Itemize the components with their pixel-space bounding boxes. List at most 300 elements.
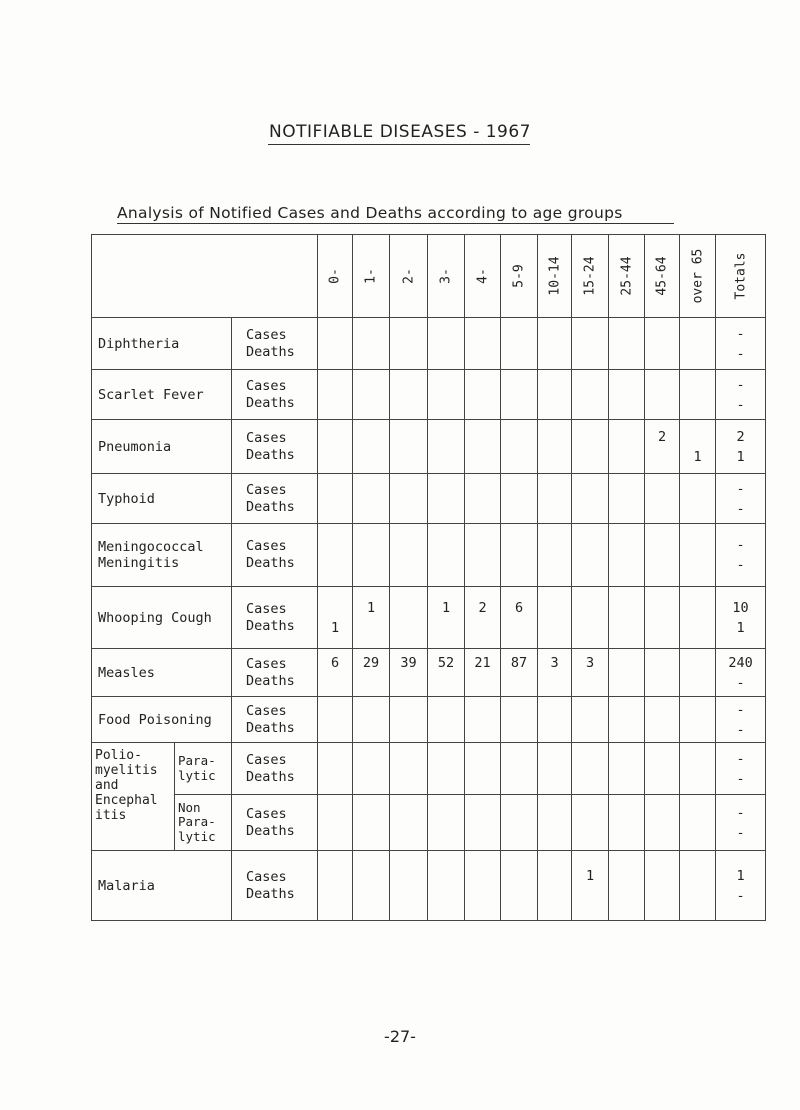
cases-deaths-label xyxy=(232,851,318,921)
deaths-value xyxy=(645,720,679,740)
deaths-value xyxy=(390,823,427,843)
count-cell xyxy=(465,649,501,697)
count-cell xyxy=(680,795,716,851)
cases-value xyxy=(318,324,352,344)
count-cell xyxy=(465,587,501,649)
deaths-value: - xyxy=(736,345,745,362)
deaths-value: 1 xyxy=(693,448,702,465)
cases-deaths-label xyxy=(232,743,318,795)
count-cell xyxy=(501,649,538,697)
count-cell xyxy=(680,851,716,921)
deaths-value xyxy=(680,769,715,789)
count-cell xyxy=(645,420,680,474)
count-cell xyxy=(428,649,465,697)
deaths-value xyxy=(572,823,608,843)
disease-row xyxy=(92,318,766,370)
count-cell xyxy=(572,370,609,420)
count-cell xyxy=(318,795,353,851)
deaths-value xyxy=(353,673,389,693)
cases-value: 39 xyxy=(400,654,417,671)
age-header: 5-9 xyxy=(501,235,538,318)
deaths-value xyxy=(609,395,644,415)
cases-value: 10 xyxy=(732,599,749,616)
cases-value xyxy=(428,700,464,720)
totals-cell xyxy=(716,649,766,697)
deaths-value xyxy=(501,769,537,789)
count-cell xyxy=(538,743,572,795)
age-header: 25-44 xyxy=(609,235,645,318)
deaths-label: Deaths xyxy=(246,555,295,571)
deaths-value xyxy=(353,886,389,906)
deaths-label: Deaths xyxy=(246,617,295,634)
cases-value xyxy=(353,375,389,395)
cases-value xyxy=(609,653,644,673)
header-blank-cell xyxy=(92,235,318,318)
cases-value xyxy=(390,700,427,720)
deaths-value xyxy=(572,555,608,575)
cases-value xyxy=(572,598,608,618)
deaths-value xyxy=(353,823,389,843)
disease-row xyxy=(92,649,766,697)
cases-value xyxy=(428,803,464,823)
cases-value: 6 xyxy=(514,599,524,616)
disease-name: Scarlet Fever xyxy=(92,370,232,420)
totals-cell xyxy=(716,587,766,649)
cases-value xyxy=(390,375,427,395)
cases-value xyxy=(572,535,608,555)
age-header: 0- xyxy=(318,235,353,318)
cases-value xyxy=(428,324,464,344)
count-cell xyxy=(538,524,572,587)
deaths-value xyxy=(465,823,500,843)
deaths-value xyxy=(501,499,537,519)
count-cell xyxy=(318,587,353,649)
cases-value xyxy=(465,803,500,823)
cases-value xyxy=(680,866,715,886)
cases-value xyxy=(465,375,500,395)
deaths-value xyxy=(609,720,644,740)
nonparalytic-label: Non Para- lytic xyxy=(175,795,232,851)
cases-value xyxy=(645,324,679,344)
cases-value xyxy=(465,479,500,499)
deaths-label: Deaths xyxy=(246,343,295,360)
count-cell xyxy=(318,318,353,370)
cases-value xyxy=(390,535,427,555)
count-cell xyxy=(465,851,501,921)
deaths-value xyxy=(390,886,427,906)
deaths-value xyxy=(645,344,679,364)
count-cell xyxy=(538,474,572,524)
deaths-value xyxy=(428,395,464,415)
deaths-value: - xyxy=(736,721,745,738)
count-cell xyxy=(609,743,645,795)
count-cell xyxy=(390,851,428,921)
count-cell xyxy=(538,795,572,851)
cases-value xyxy=(680,749,715,769)
count-cell xyxy=(609,474,645,524)
age-header: 45-64 xyxy=(645,235,680,318)
count-cell xyxy=(538,420,572,474)
totals-cell xyxy=(716,743,766,795)
deaths-value xyxy=(609,447,644,467)
deaths-value xyxy=(572,720,608,740)
cases-deaths-label xyxy=(232,587,318,649)
count-cell xyxy=(318,524,353,587)
count-cell xyxy=(353,524,390,587)
age-header: 10-14 xyxy=(538,235,572,318)
cases-value: - xyxy=(736,701,745,718)
count-cell xyxy=(428,743,465,795)
disease-row xyxy=(92,370,766,420)
cases-value: - xyxy=(736,750,745,767)
count-cell xyxy=(318,420,353,474)
count-cell xyxy=(680,524,716,587)
deaths-value xyxy=(680,823,715,843)
cases-label: Cases xyxy=(246,538,287,555)
cases-value xyxy=(680,479,715,499)
cases-value xyxy=(572,324,608,344)
disease-name: Food Poisoning xyxy=(92,697,232,743)
deaths-value xyxy=(428,344,464,364)
deaths-value xyxy=(680,395,715,415)
count-cell xyxy=(645,318,680,370)
deaths-value: - xyxy=(736,824,745,841)
deaths-value xyxy=(501,886,537,906)
deaths-value xyxy=(465,499,500,519)
cases-value: - xyxy=(736,376,745,393)
cases-value xyxy=(465,866,500,886)
count-cell xyxy=(353,318,390,370)
deaths-value xyxy=(353,499,389,519)
cases-value xyxy=(353,535,389,555)
deaths-value xyxy=(390,720,427,740)
count-cell xyxy=(572,649,609,697)
deaths-value xyxy=(390,673,427,693)
deaths-value xyxy=(501,395,537,415)
cases-value: 1 xyxy=(366,599,376,616)
deaths-value xyxy=(428,769,464,789)
deaths-value xyxy=(645,395,679,415)
cases-value xyxy=(680,535,715,555)
totals-cell xyxy=(716,420,766,474)
deaths-value xyxy=(609,673,644,693)
totals-header: Totals xyxy=(716,235,766,318)
count-cell xyxy=(428,587,465,649)
cases-value xyxy=(538,479,571,499)
deaths-value xyxy=(538,823,571,843)
deaths-value xyxy=(572,673,608,693)
cases-value: 52 xyxy=(437,654,455,671)
cases-value xyxy=(572,700,608,720)
count-cell xyxy=(318,649,353,697)
cases-value xyxy=(645,700,679,720)
deaths-value xyxy=(680,720,715,740)
count-cell xyxy=(353,743,390,795)
cases-deaths-label xyxy=(232,524,318,587)
deaths-value xyxy=(501,344,537,364)
deaths-value xyxy=(465,447,500,467)
count-cell xyxy=(572,697,609,743)
totals-cell xyxy=(716,524,766,587)
cases-value xyxy=(353,866,389,886)
cases-value xyxy=(680,324,715,344)
count-cell xyxy=(645,851,680,921)
deaths-value xyxy=(680,886,715,906)
count-cell xyxy=(353,851,390,921)
cases-label: Cases xyxy=(246,377,287,394)
count-cell xyxy=(680,420,716,474)
cases-value xyxy=(428,375,464,395)
cases-value: 87 xyxy=(510,654,528,671)
cases-value xyxy=(501,479,537,499)
deaths-value xyxy=(538,555,571,575)
totals-cell xyxy=(716,318,766,370)
cases-value xyxy=(609,324,644,344)
table-subtitle: Analysis of Notified Cases and Deaths according to age groups xyxy=(117,204,623,222)
cases-value xyxy=(428,535,464,555)
cases-value xyxy=(609,598,644,618)
cases-value: 3 xyxy=(550,654,559,671)
cases-value xyxy=(353,479,389,499)
count-cell xyxy=(609,587,645,649)
deaths-value xyxy=(318,447,352,467)
count-cell xyxy=(538,851,572,921)
count-cell xyxy=(572,743,609,795)
cases-value xyxy=(645,866,679,886)
deaths-value xyxy=(465,555,500,575)
disease-name: Meningococcal Meningitis xyxy=(92,524,232,587)
deaths-value xyxy=(318,673,352,693)
totals-cell xyxy=(716,697,766,743)
count-cell xyxy=(680,318,716,370)
cases-value xyxy=(572,803,608,823)
cases-value xyxy=(465,535,500,555)
count-cell xyxy=(465,370,501,420)
deaths-value xyxy=(428,555,464,575)
cases-value xyxy=(538,598,571,618)
count-cell xyxy=(465,743,501,795)
count-cell xyxy=(645,587,680,649)
cases-value xyxy=(645,479,679,499)
cases-value: 1 xyxy=(585,867,595,884)
count-cell xyxy=(680,649,716,697)
deaths-value xyxy=(465,673,500,693)
count-cell xyxy=(390,420,428,474)
deaths-value xyxy=(318,720,352,740)
deaths-value xyxy=(501,823,537,843)
cases-deaths-label xyxy=(232,420,318,474)
count-cell xyxy=(390,743,428,795)
polio-nonparalytic-row xyxy=(92,795,766,851)
cases-value xyxy=(390,598,427,618)
cases-value: 1 xyxy=(441,599,451,616)
polio-paralytic-row xyxy=(92,743,766,795)
cases-value xyxy=(501,803,537,823)
count-cell xyxy=(609,851,645,921)
deaths-label: Deaths xyxy=(246,822,295,839)
deaths-value xyxy=(465,618,500,638)
count-cell xyxy=(318,370,353,420)
deaths-value xyxy=(572,447,608,467)
age-header: 15-24 xyxy=(572,235,609,318)
cases-value xyxy=(465,427,500,447)
deaths-value xyxy=(609,618,644,638)
disease-name: Diphtheria xyxy=(92,318,232,370)
deaths-value xyxy=(645,886,679,906)
cases-label: Cases xyxy=(246,805,287,822)
disease-row xyxy=(92,474,766,524)
count-cell xyxy=(428,370,465,420)
deaths-value xyxy=(318,823,352,843)
cases-value: - xyxy=(736,480,745,497)
cases-value xyxy=(645,803,679,823)
deaths-value xyxy=(538,720,571,740)
deaths-value xyxy=(318,344,352,364)
count-cell xyxy=(609,318,645,370)
deaths-value xyxy=(428,447,464,467)
count-cell xyxy=(501,420,538,474)
cases-value xyxy=(428,866,464,886)
cases-value xyxy=(538,749,571,769)
cases-value xyxy=(353,324,389,344)
deaths-value xyxy=(465,769,500,789)
count-cell xyxy=(645,795,680,851)
count-cell xyxy=(645,474,680,524)
deaths-value xyxy=(428,823,464,843)
deaths-label: Deaths xyxy=(246,672,295,689)
deaths-value: 1 xyxy=(330,619,340,636)
count-cell xyxy=(353,649,390,697)
cases-value xyxy=(645,598,679,618)
count-cell xyxy=(645,649,680,697)
totals-cell xyxy=(716,795,766,851)
deaths-value xyxy=(390,499,427,519)
cases-label: Cases xyxy=(246,702,287,719)
cases-value: 3 xyxy=(585,654,595,671)
count-cell xyxy=(645,697,680,743)
disease-name: Pneumonia xyxy=(92,420,232,474)
deaths-value xyxy=(353,447,389,467)
count-cell xyxy=(353,697,390,743)
cases-value xyxy=(501,535,537,555)
disease-name: Typhoid xyxy=(92,474,232,524)
age-group-header-row xyxy=(92,235,766,318)
cases-value xyxy=(390,324,427,344)
cases-label: Cases xyxy=(246,751,287,768)
count-cell xyxy=(353,420,390,474)
age-header: over 65 xyxy=(680,235,716,318)
count-cell xyxy=(390,370,428,420)
count-cell xyxy=(572,318,609,370)
cases-value: 21 xyxy=(474,654,491,671)
cases-value xyxy=(645,535,679,555)
deaths-value xyxy=(353,344,389,364)
deaths-value xyxy=(645,555,679,575)
deaths-label: Deaths xyxy=(246,768,295,785)
deaths-value xyxy=(465,344,500,364)
cases-label: Cases xyxy=(246,326,287,343)
deaths-value: - xyxy=(736,396,745,413)
cases-value xyxy=(538,803,571,823)
count-cell xyxy=(318,697,353,743)
cases-value xyxy=(609,866,644,886)
cases-value xyxy=(680,598,715,618)
deaths-label: Deaths xyxy=(246,394,295,411)
cases-label: Cases xyxy=(246,481,287,498)
count-cell xyxy=(428,524,465,587)
count-cell xyxy=(501,474,538,524)
cases-value xyxy=(353,803,389,823)
cases-value: 240 xyxy=(728,654,753,671)
count-cell xyxy=(572,587,609,649)
deaths-value xyxy=(428,886,464,906)
age-header: 3- xyxy=(428,235,465,318)
cases-value xyxy=(538,375,571,395)
deaths-value xyxy=(645,447,679,467)
deaths-value xyxy=(609,499,644,519)
cases-value xyxy=(572,479,608,499)
deaths-value xyxy=(353,769,389,789)
count-cell xyxy=(609,420,645,474)
disease-name: Malaria xyxy=(92,851,232,921)
cases-value xyxy=(680,653,715,673)
deaths-value xyxy=(318,499,352,519)
deaths-value xyxy=(680,344,715,364)
count-cell xyxy=(680,587,716,649)
cases-value xyxy=(390,803,427,823)
disease-row xyxy=(92,697,766,743)
count-cell xyxy=(428,697,465,743)
count-cell xyxy=(680,474,716,524)
disease-row xyxy=(92,587,766,649)
cases-value xyxy=(609,427,644,447)
cases-value xyxy=(572,375,608,395)
count-cell xyxy=(353,795,390,851)
cases-value xyxy=(609,749,644,769)
cases-value: - xyxy=(736,537,745,553)
notifiable-diseases-table xyxy=(91,234,766,921)
count-cell xyxy=(609,370,645,420)
deaths-value xyxy=(318,555,352,575)
count-cell xyxy=(318,851,353,921)
age-header: 4- xyxy=(465,235,501,318)
cases-deaths-label xyxy=(232,697,318,743)
deaths-value xyxy=(572,499,608,519)
count-cell xyxy=(501,318,538,370)
cases-value xyxy=(609,535,644,555)
deaths-value xyxy=(538,886,571,906)
count-cell xyxy=(538,587,572,649)
cases-value xyxy=(645,653,679,673)
deaths-value xyxy=(538,395,571,415)
deaths-value xyxy=(609,344,644,364)
disease-row xyxy=(92,420,766,474)
cases-label: Cases xyxy=(246,429,287,446)
deaths-value xyxy=(353,395,389,415)
totals-cell xyxy=(716,370,766,420)
deaths-value xyxy=(680,499,715,519)
deaths-value xyxy=(645,618,679,638)
deaths-value xyxy=(390,447,427,467)
deaths-value xyxy=(353,618,389,638)
count-cell xyxy=(390,524,428,587)
cases-value xyxy=(353,427,389,447)
cases-label: Cases xyxy=(246,600,287,617)
cases-value xyxy=(465,700,500,720)
cases-value xyxy=(318,427,352,447)
cases-value xyxy=(428,749,464,769)
cases-value xyxy=(318,700,352,720)
